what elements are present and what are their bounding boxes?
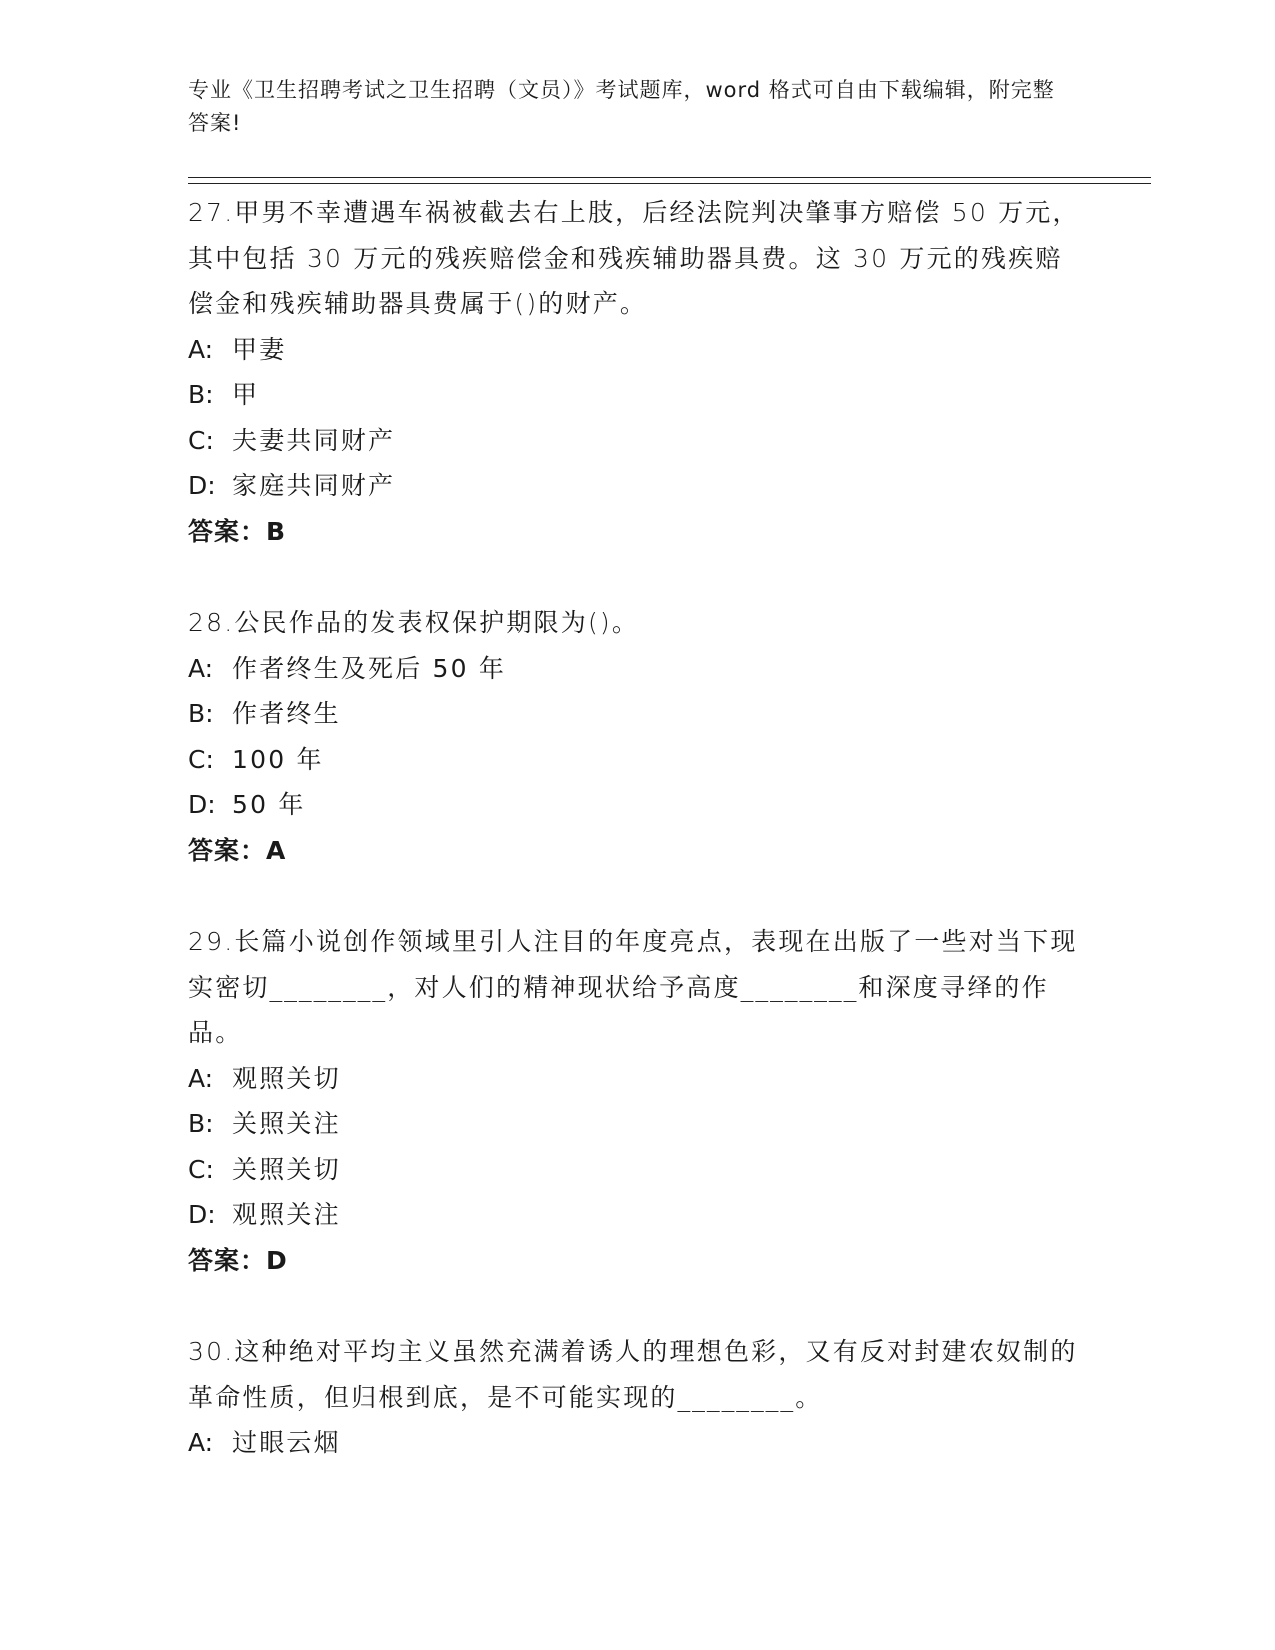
answer-label: 答案：D [188,1245,288,1275]
option-a [188,1056,1088,1102]
question-28 [188,600,1088,873]
question-30 [188,1329,1088,1466]
option-a [188,327,1088,373]
question-29 [188,919,1088,1283]
option-b [188,372,1088,418]
header-divider-bottom [188,183,1151,184]
option-letter: B: [188,1109,214,1138]
option-text: 50 年 [232,790,306,819]
option-text: 甲 [232,380,260,409]
option-text: 甲妻 [232,334,287,364]
option-letter: D: [188,1200,216,1229]
option-a [188,646,1088,692]
question-27 [188,190,1088,554]
option-text: 观照关切 [232,1063,341,1093]
option-d [188,1192,1088,1238]
option-text: 100 年 [232,744,324,774]
answer-label: 答案：A [188,835,287,865]
option-text: 作者终生 [232,699,341,728]
option-b [188,1101,1088,1147]
option-letter: C: [188,425,214,455]
option-text: 作者终生及死后 50 年 [232,653,507,683]
option-text: 关照关注 [232,1109,341,1138]
option-text: 家庭共同财产 [232,471,396,500]
option-text: 夫妻共同财产 [232,425,396,455]
option-letter: A: [188,334,214,364]
option-text: 观照关注 [232,1200,341,1229]
document-header [188,74,1068,140]
answer-label: 答案：B [188,516,287,546]
option-letter: D: [188,471,216,500]
option-letter: C: [188,744,214,774]
header-intro-text: 专业《卫生招聘考试之卫生招聘（文员）》考试题库，word 格式可自由下载编辑，附完整答案! [188,78,1055,135]
option-text: 关照关切 [232,1154,341,1184]
option-letter: B: [188,699,214,728]
option-letter: B: [188,380,214,409]
option-c [188,737,1088,783]
option-letter: C: [188,1154,214,1184]
option-letter: D: [188,790,216,819]
option-text: 过眼云烟 [232,1428,341,1457]
question-text: 27.甲男不幸遭遇车祸被截去右上肢，后经法院判决肇事方赔偿 50 万元，其中包括 30 万元的残疾赔偿金和残疾辅助器具费。这 30 万元的残疾赔偿金和残疾辅助器具费属于()的财产。 [188,198,1080,318]
option-d [188,782,1088,828]
question-text: 29.长篇小说创作领域里引人注目的年度亮点，表现在出版了一些对当下现实密切________，对人们的精神现状给予高度________和深度寻绎的作品。 [188,927,1078,1047]
option-a [188,1420,1088,1466]
option-c [188,418,1088,464]
option-letter: A: [188,1063,214,1093]
question-text: 30.这种绝对平均主义虽然充满着诱人的理想色彩，又有反对封建农奴制的革命性质，但归根到底，是不可能实现的________。 [188,1337,1078,1412]
question-text: 28.公民作品的发表权保护期限为()。 [188,608,640,637]
option-letter: A: [188,653,214,683]
question-list [188,190,1088,1512]
option-letter: A: [188,1428,214,1457]
option-b [188,691,1088,737]
option-d [188,463,1088,509]
option-c [188,1147,1088,1193]
header-divider-top [188,177,1151,178]
